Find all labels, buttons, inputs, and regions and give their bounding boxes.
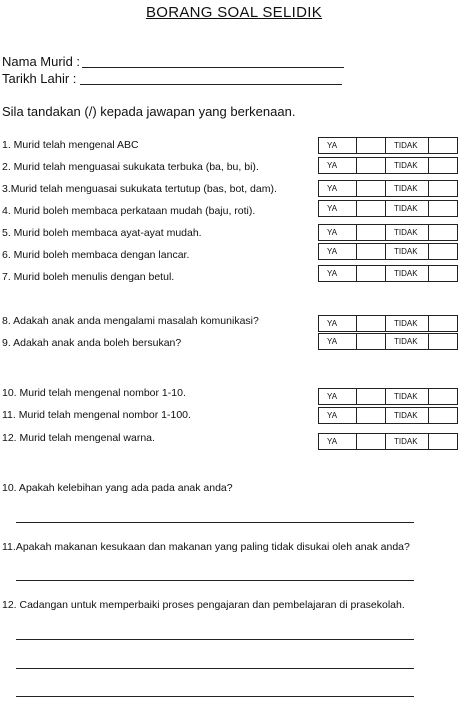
answer-line[interactable] [16,639,414,640]
no-checkbox[interactable] [429,201,457,216]
yes-label: YA [319,181,357,196]
checklist-question: 5. Murid boleh membaca ayat-ayat mudah. [2,227,202,239]
open-question: 11.Apakah makanan kesukaan dan makanan yang paling tidak disukai oleh anak anda? [2,541,410,553]
answer-box [318,157,458,174]
yes-label: YA [319,334,357,349]
answer-box [318,315,458,332]
birth-date-label: Tarikh Lahir : [2,71,77,86]
no-checkbox[interactable] [429,138,457,153]
no-checkbox[interactable] [429,316,457,331]
no-label: TIDAK [386,158,429,173]
answer-box [318,433,458,450]
no-label: TIDAK [386,408,429,423]
checklist-question: 10. Murid telah mengenal nombor 1-10. [2,387,186,399]
no-checkbox[interactable] [429,334,457,349]
answer-box [318,243,458,260]
yes-checkbox[interactable] [357,316,386,331]
no-label: TIDAK [386,266,429,281]
no-checkbox[interactable] [429,434,457,449]
no-checkbox[interactable] [429,181,457,196]
yes-label: YA [319,408,357,423]
no-checkbox[interactable] [429,158,457,173]
answer-box [318,388,458,405]
checklist-question: 4. Murid boleh membaca perkataan mudah (baju, roti). [2,205,256,217]
no-label: TIDAK [386,434,429,449]
yes-checkbox[interactable] [357,138,386,153]
answer-box [318,200,458,217]
answer-line[interactable] [16,522,414,523]
no-checkbox[interactable] [429,408,457,423]
answer-line[interactable] [16,696,414,697]
yes-checkbox[interactable] [357,158,386,173]
yes-checkbox[interactable] [357,201,386,216]
yes-label: YA [319,158,357,173]
birth-date-line[interactable] [80,84,342,85]
checklist-question: 9. Adakah anak anda boleh bersukan? [2,337,182,349]
open-question: 10. Apakah kelebihan yang ada pada anak anda? [2,482,233,494]
no-label: TIDAK [386,225,429,240]
yes-checkbox[interactable] [357,408,386,423]
yes-label: YA [319,244,357,259]
yes-checkbox[interactable] [357,181,386,196]
yes-checkbox[interactable] [357,434,386,449]
no-checkbox[interactable] [429,266,457,281]
checklist-question: 2. Murid telah menguasai sukukata terbuka (ba, bu, bi). [2,161,259,173]
checklist-question: 6. Murid boleh membaca dengan lancar. [2,249,190,261]
yes-label: YA [319,266,357,281]
checklist-question: 3.Murid telah menguasai sukukata tertutup (bas, bot, dam). [2,183,277,195]
yes-checkbox[interactable] [357,334,386,349]
no-label: TIDAK [386,316,429,331]
instruction-text: Sila tandakan (/) kepada jawapan yang berkenaan. [2,104,296,119]
answer-box [318,407,458,424]
student-name-label: Nama Murid : [2,54,81,69]
checklist-question: 11. Murid telah mengenal nombor 1-100. [2,409,191,421]
yes-label: YA [319,434,357,449]
no-checkbox[interactable] [429,225,457,240]
no-label: TIDAK [386,389,429,404]
checklist-question: 12. Murid telah mengenal warna. [2,432,155,444]
answer-box [318,265,458,282]
no-checkbox[interactable] [429,389,457,404]
no-label: TIDAK [386,244,429,259]
answer-box [318,180,458,197]
yes-label: YA [319,389,357,404]
yes-label: YA [319,138,357,153]
yes-checkbox[interactable] [357,389,386,404]
no-label: TIDAK [386,334,429,349]
open-question: 12. Cadangan untuk memperbaiki proses pengajaran dan pembelajaran di prasekolah. [2,599,405,611]
answer-box [318,333,458,350]
answer-box [318,137,458,154]
checklist-question: 1. Murid telah mengenal ABC [2,139,139,151]
answer-line[interactable] [16,580,414,581]
form-title: BORANG SOAL SELIDIK [145,4,323,21]
no-checkbox[interactable] [429,244,457,259]
yes-checkbox[interactable] [357,244,386,259]
no-label: TIDAK [386,138,429,153]
yes-label: YA [319,316,357,331]
checklist-question: 8. Adakah anak anda mengalami masalah komunikasi? [2,315,259,327]
student-name-line[interactable] [82,67,344,68]
yes-label: YA [319,225,357,240]
no-label: TIDAK [386,181,429,196]
checklist-question: 7. Murid boleh menulis dengan betul. [2,271,175,283]
yes-label: YA [319,201,357,216]
no-label: TIDAK [386,201,429,216]
answer-box [318,224,458,241]
yes-checkbox[interactable] [357,225,386,240]
answer-line[interactable] [16,668,414,669]
yes-checkbox[interactable] [357,266,386,281]
